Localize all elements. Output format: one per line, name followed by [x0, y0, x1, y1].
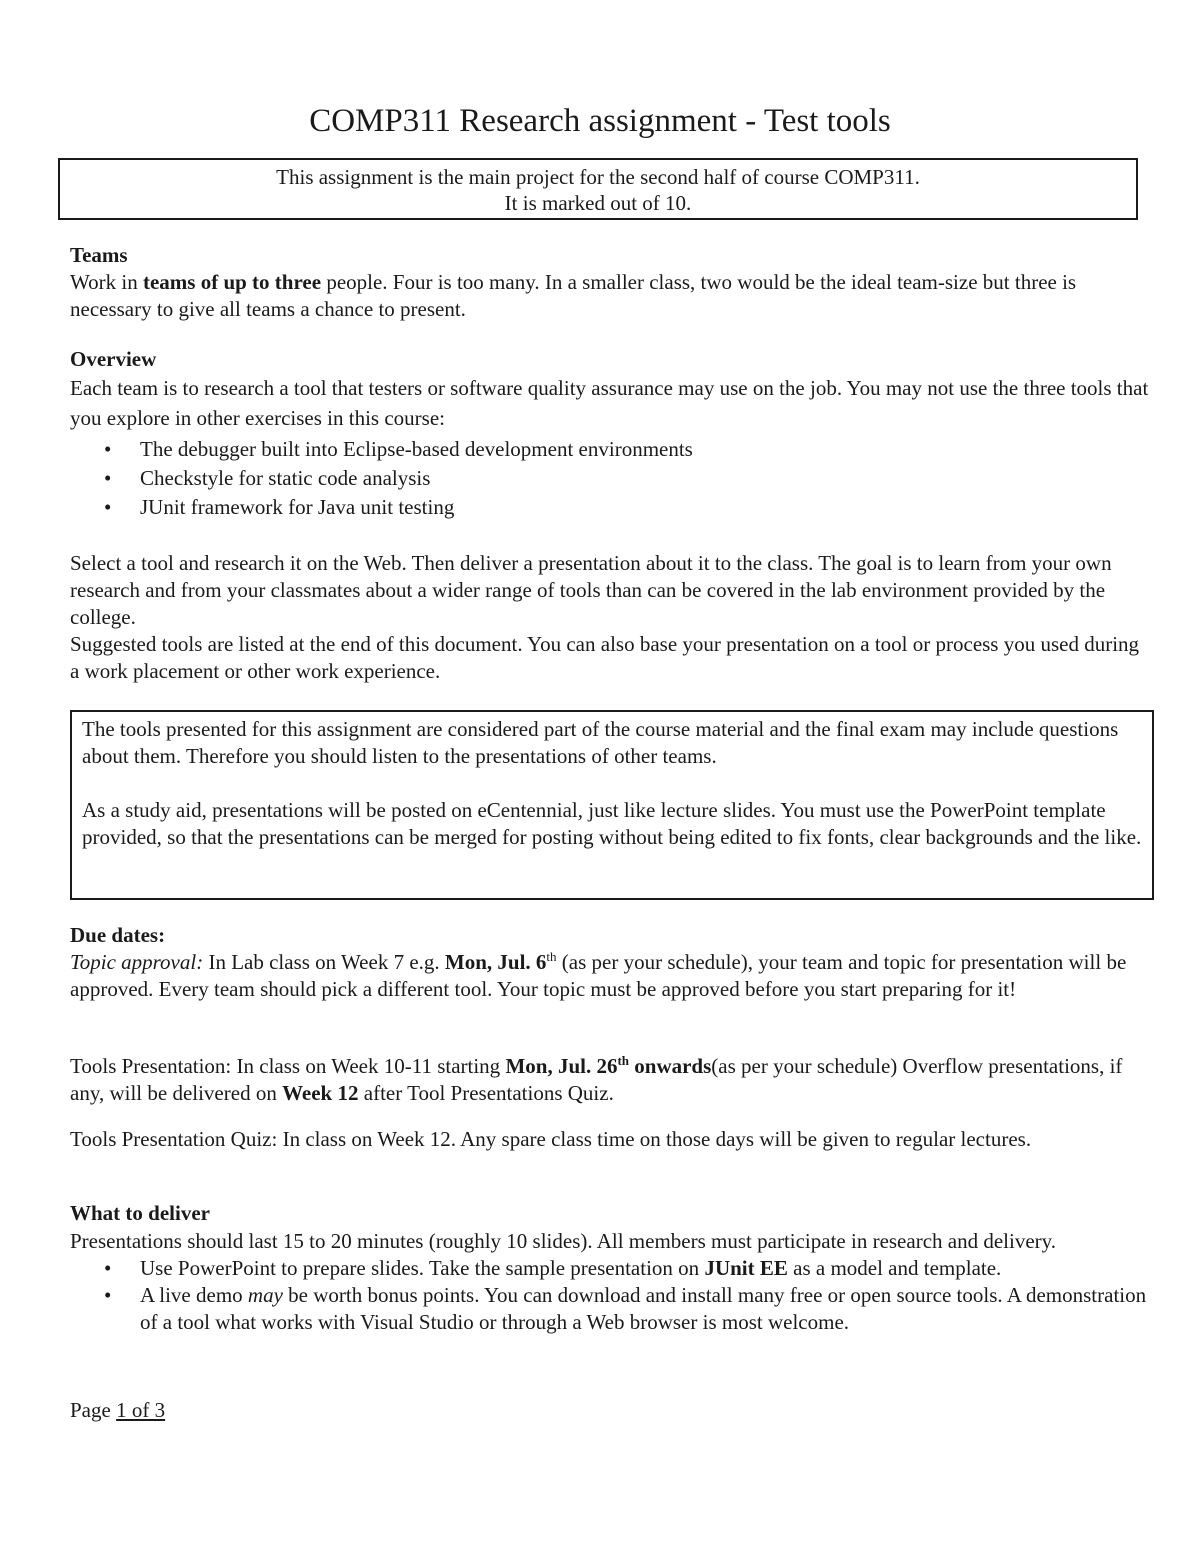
topic-approval-text: Topic approval: In Lab class on Week 7 e.g. Mon, Jul. 6th (as per your schedule), your team and topic for presentation will be approved. Every team should pick a different tool. Your topic must be approved before you start preparing for it! — [70, 949, 1127, 1001]
deliver-list — [70, 1255, 1150, 1336]
page-label: Page — [70, 1398, 117, 1422]
intro-line-1: This assignment is the main project for the second half of course COMP311. — [276, 165, 920, 189]
intro-box — [58, 158, 1138, 220]
page-footer — [70, 1397, 1150, 1424]
bullet-icon: • — [104, 466, 112, 490]
excluded-tools-list — [70, 435, 1150, 522]
deliver-text: Presentations should last 15 to 20 minutes (roughly 10 slides). All members must participate in research and delivery. — [70, 1229, 1057, 1253]
overview-section — [70, 346, 1150, 522]
presentation-date-text: Tools Presentation: In class on Week 10-11 starting Mon, Jul. 26th onwards(as per your schedule) Overflow presentations, if any, will be delivered on Week 12 after Tool Presentations Quiz. — [70, 1053, 1123, 1105]
note-paragraph-2: As a study aid, presentations will be posted on eCentennial, just like lecture slides. You must use the PowerPoint template provided, so that the presentations can be merged for posting without being edited to fix fonts, clear backgrounds and the like. — [82, 798, 1142, 849]
due-dates-section — [70, 922, 1150, 1003]
overview-paragraphs — [70, 550, 1150, 685]
bullet-icon: • — [104, 437, 112, 461]
list-item: • Checkstyle for static code analysis — [140, 464, 1150, 493]
bullet-icon: • — [104, 1256, 112, 1280]
teams-heading: Teams — [70, 243, 128, 267]
note-paragraph-1: The tools presented for this assignment are considered part of the course material and the final exam may include questions about them. Therefore you should listen to the presentations of other teams. — [82, 717, 1119, 768]
note-box — [70, 710, 1154, 900]
overview-heading: Overview — [70, 347, 157, 371]
bullet-icon: • — [104, 495, 112, 519]
teams-text: Work in teams of up to three people. Four is too many. In a smaller class, two would be the ideal team-size but three is necessary to give all teams a chance to present. — [70, 270, 1077, 321]
list-item: • A live demo may be worth bonus points. You can download and install many free or open source tools. A demonstration of a tool what works with Visual Studio or through a Web browser is most welcome. — [104, 1283, 1147, 1334]
list-item: • JUnit framework for Java unit testing — [140, 493, 1150, 522]
quiz-section — [70, 1126, 1150, 1153]
intro-line-2: It is marked out of 10. — [504, 191, 692, 215]
suggested-tools-paragraph: Suggested tools are listed at the end of this document. You can also base your presentation on a tool or process you used during a work placement or other work experience. — [70, 632, 1140, 683]
teams-section — [70, 242, 1150, 323]
document-title: COMP311 Research assignment - Test tools — [309, 103, 891, 139]
deliver-section — [70, 1200, 1150, 1336]
deliver-heading: What to deliver — [70, 1201, 210, 1225]
list-item: • Use PowerPoint to prepare slides. Take the sample presentation on JUnit EE as a model and template. — [104, 1256, 1002, 1280]
bullet-icon: • — [104, 1283, 112, 1307]
presentation-date-section — [70, 1053, 1150, 1107]
due-dates-heading: Due dates: — [70, 923, 166, 947]
overview-text: Each team is to research a tool that testers or software quality assurance may use on the job. You may not use the three tools that you explore in other exercises in this course: — [70, 376, 1149, 430]
quiz-text: Tools Presentation Quiz: In class on Week 12. Any spare class time on those days will be given to regular lectures. — [70, 1127, 1032, 1151]
list-item: • The debugger built into Eclipse-based development environments — [140, 435, 1150, 464]
select-tool-paragraph: Select a tool and research it on the Web. Then deliver a presentation about it to the class. The goal is to learn from your own research and from your classmates about a wider range of tools than can be covered in the lab environment provided by the college. — [70, 551, 1112, 629]
page-number: 1 of 3 — [116, 1398, 166, 1422]
